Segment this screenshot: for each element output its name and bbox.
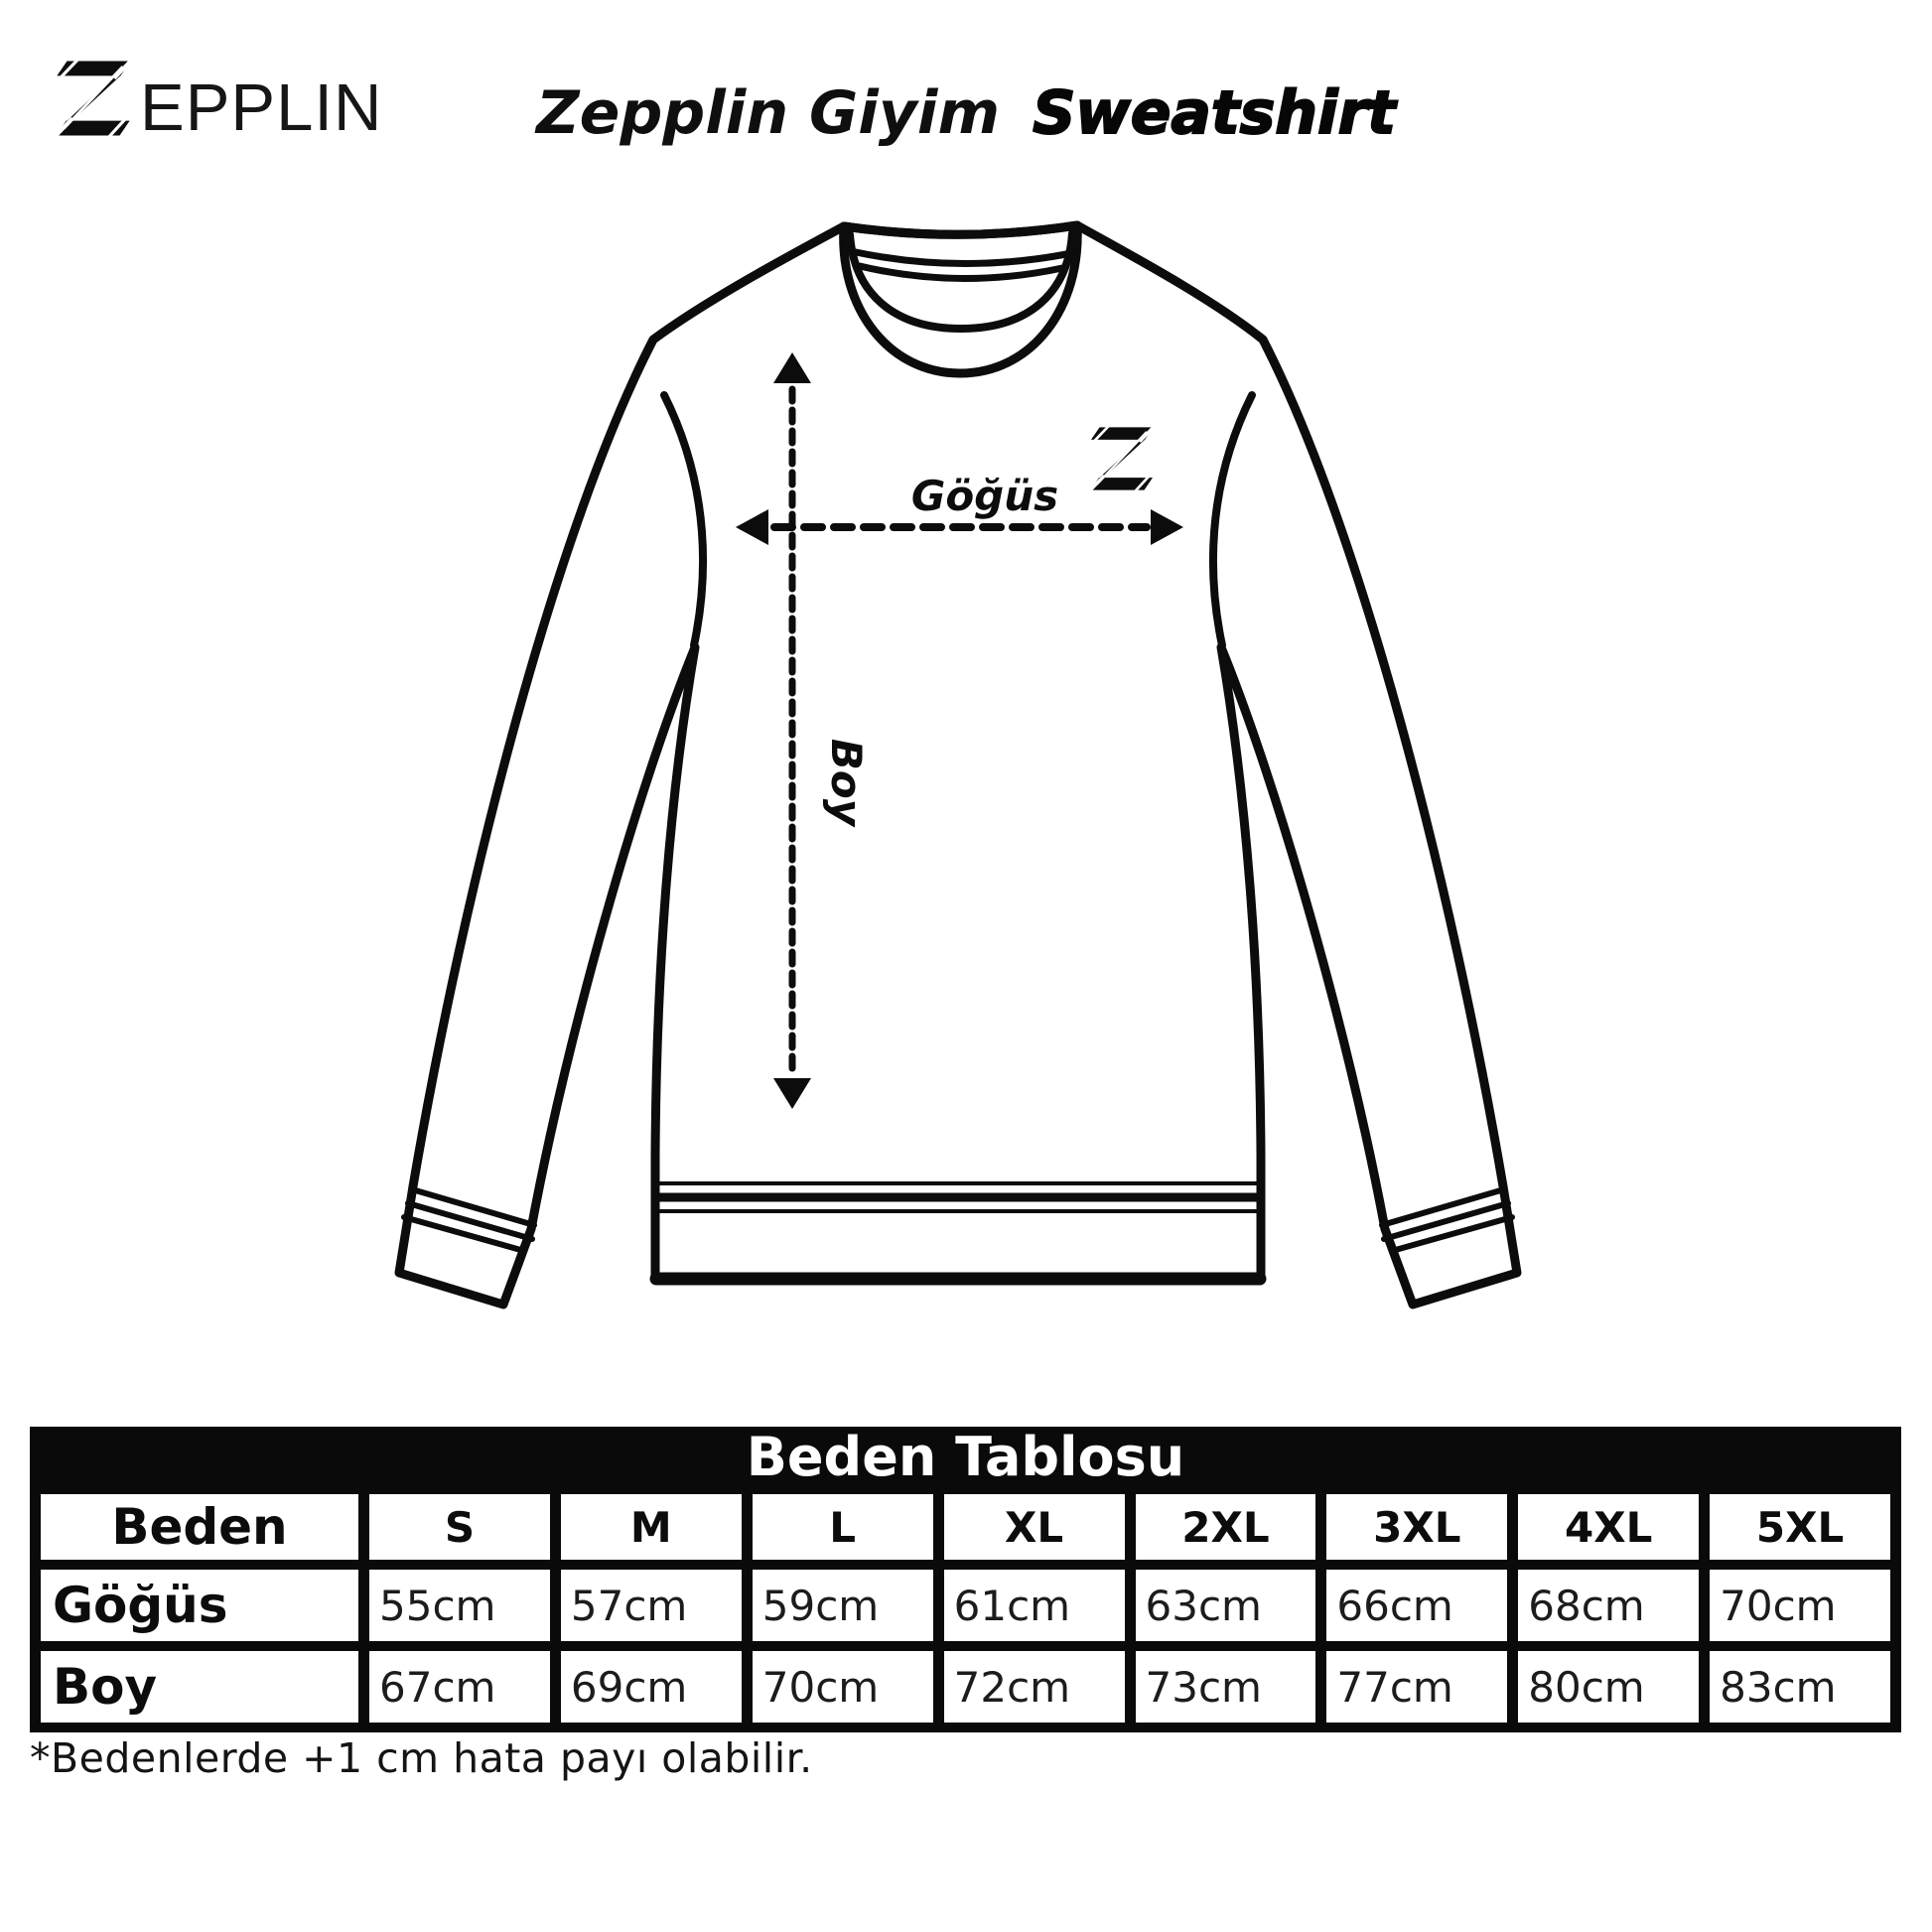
page-title-bold: Sweatshirt (1033, 78, 1396, 148)
measure-cell: 73cm (1136, 1651, 1316, 1723)
measure-cell: 61cm (944, 1570, 1125, 1641)
size-table (30, 1427, 1901, 1732)
size-header-row (41, 1494, 1890, 1560)
page-title-regular: Zepplin Giyim (536, 78, 1000, 148)
measure-cell: 63cm (1136, 1570, 1316, 1641)
row-label: Boy (41, 1651, 358, 1723)
chest-row (41, 1570, 1890, 1641)
size-cell: M (561, 1494, 742, 1560)
size-cell: 5XL (1710, 1494, 1890, 1560)
measure-cell: 57cm (561, 1570, 742, 1641)
length-label: Boy (822, 738, 871, 827)
size-cell: S (369, 1494, 550, 1560)
size-tolerance-footnote: *Bedenlerde +1 cm hata payı olabilir. (30, 1734, 813, 1782)
measure-cell: 83cm (1710, 1651, 1890, 1723)
chest-label: Göğüs (910, 472, 1059, 520)
size-col-header: Beden (41, 1494, 358, 1560)
sweatshirt-outline (399, 225, 1517, 1305)
size-cell: 3XL (1326, 1494, 1507, 1560)
size-table-title: Beden Tablosu (746, 1426, 1185, 1488)
measure-cell: 80cm (1518, 1651, 1699, 1723)
size-cell: L (753, 1494, 933, 1560)
measure-cell: 77cm (1326, 1651, 1507, 1723)
measure-cell: 72cm (944, 1651, 1125, 1723)
measure-cell: 67cm (369, 1651, 550, 1723)
measure-cell: 70cm (753, 1651, 933, 1723)
size-cell: 4XL (1518, 1494, 1699, 1560)
measure-cell: 69cm (561, 1651, 742, 1723)
length-row (41, 1651, 1890, 1723)
measure-cell: 68cm (1518, 1570, 1699, 1641)
brand-logo-text: EPPLIN (140, 70, 383, 146)
measure-cell: 55cm (369, 1570, 550, 1641)
size-cell: XL (944, 1494, 1125, 1560)
measure-cell: 70cm (1710, 1570, 1890, 1641)
measure-cell: 66cm (1326, 1570, 1507, 1641)
size-cell: 2XL (1136, 1494, 1316, 1560)
collar-top-edge (844, 225, 1077, 234)
measure-cell: 59cm (753, 1570, 933, 1641)
size-table-grid (30, 1484, 1901, 1732)
row-label: Göğüs (41, 1570, 358, 1641)
